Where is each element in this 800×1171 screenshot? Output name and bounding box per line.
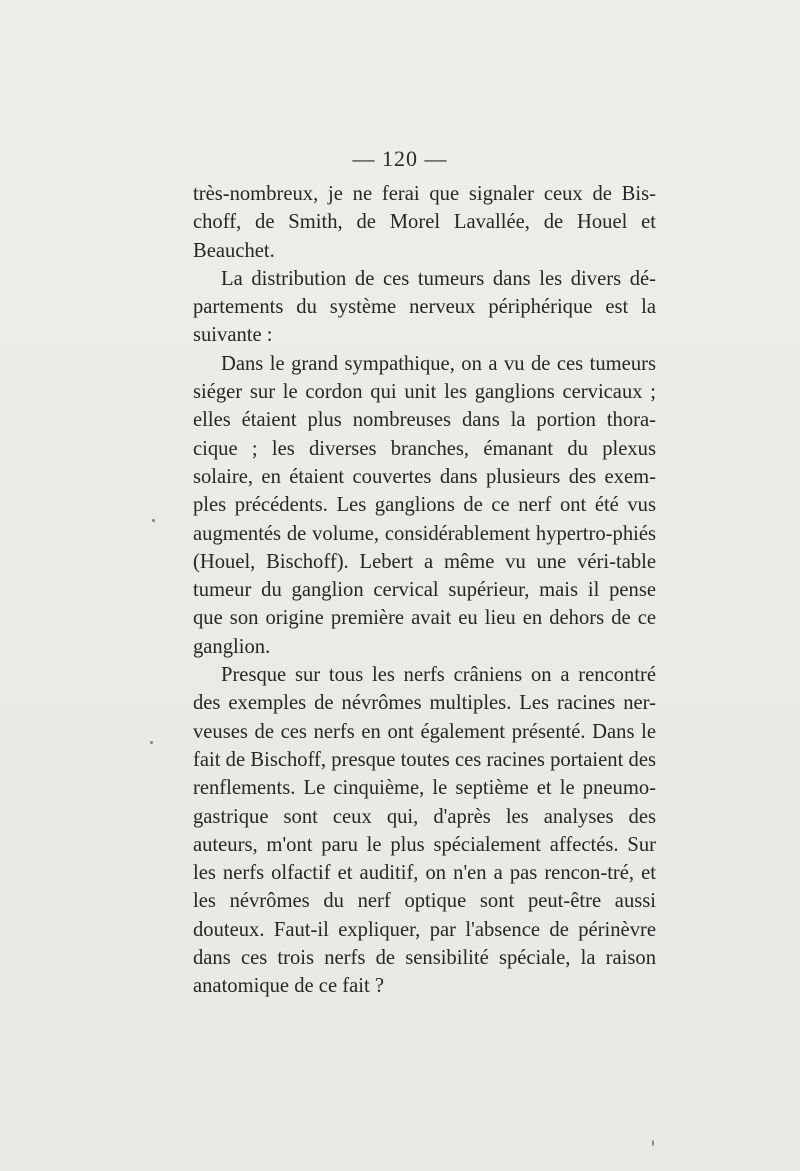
paragraph-4: Presque sur tous les nerfs crâniens on a rencontré des exemples de névrômes multiples. Les racines ner-veuses de ces nerfs en ont également présenté. Dans le fait de Bischoff, presque toutes ces racines portaient des renflements. Le cinquième, le septième et le pneumo-gastrique sont ceux qui, d'après les analyses des auteurs, m'ont paru le plus spécialement affectés. Sur les nerfs olfactif et auditif, on n'en a pas rencon-tré, et les névrômes du nerf optique sont peut-être aussi douteux. Faut-il expliquer, par l'absence de périnèvre dans ces trois nerfs de sensibilité spéciale, la raison anatomique de ce fait ? <box>193 664 656 998</box>
print-speck <box>652 1140 654 1146</box>
print-speck <box>150 741 153 744</box>
print-speck <box>152 519 155 522</box>
paragraph-1: très-nombreux, je ne ferai que signaler ceux de Bis-choff, de Smith, de Morel Lavallée, de Houel et Beauchet. <box>193 183 656 262</box>
paragraph-3: Dans le grand sympathique, on a vu de ces tumeurs siéger sur le cordon qui unit les ganglions cervicaux ; elles étaient plus nombreuses dans la portion thora-cique ; les diverses branches, émanant du plexus solaire, en étaient couvertes dans plusieurs des exem-ples précédents. Les ganglions de ce nerf ont été vus augmentés de volume, considérablement hypertro-phiés (Houel, Bischoff). Lebert a même vu une véri-table tumeur du ganglion cervical supérieur, mais il pense que son origine première avait eu lieu en dehors de ce ganglion. <box>193 352 656 658</box>
body-text <box>193 180 656 1001</box>
page-number: — 120 — <box>352 146 448 171</box>
paragraph-2: La distribution de ces tumeurs dans les divers dé-partements du système nerveux périphérique est la suivante : <box>193 267 656 347</box>
